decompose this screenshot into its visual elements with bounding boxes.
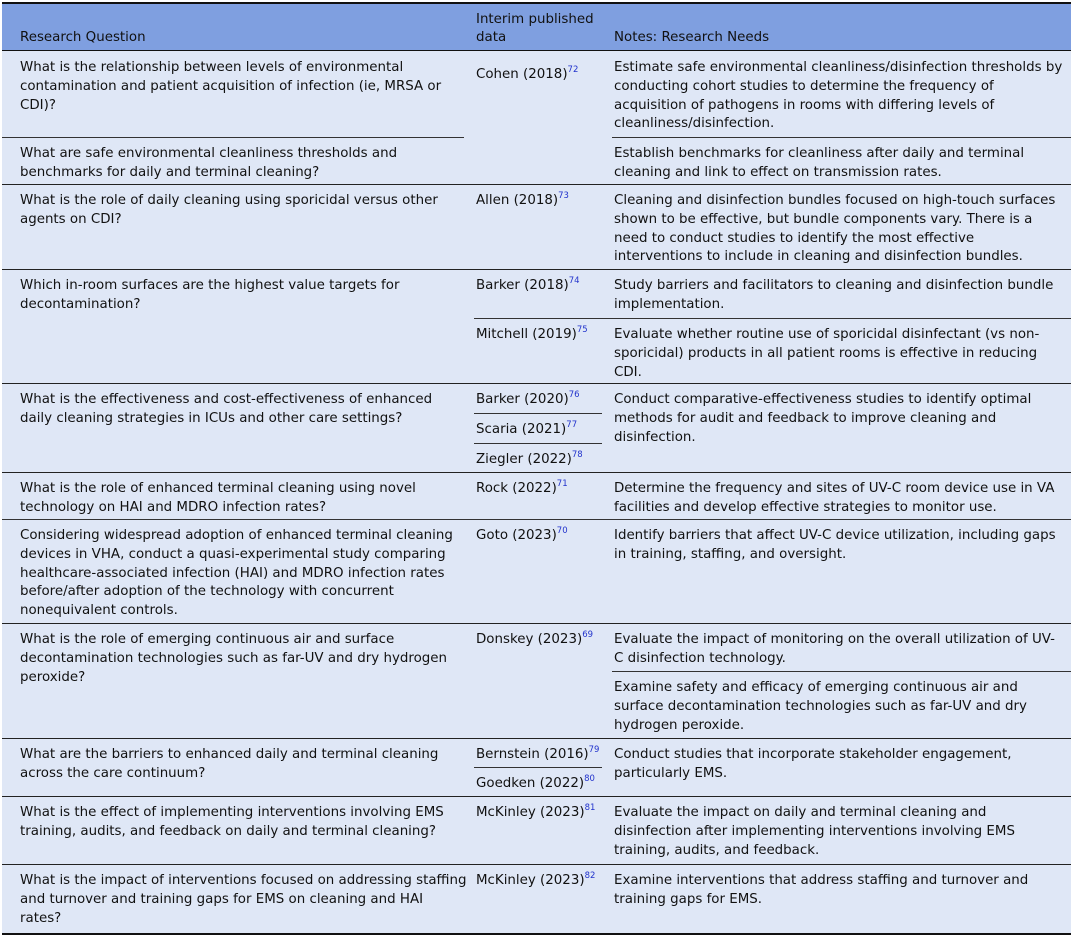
table-bottom-rule [2, 933, 1071, 935]
note-cell: Conduct comparative-effectiveness studies to identify optimal methods for audit and feedback to improve cleaning and disinfection. [614, 392, 1032, 445]
citation: Rock $(2022)^{71}$ [476, 479, 568, 496]
table-header [2, 2, 1071, 51]
note-cell: Evaluate the impact of monitoring on the overall utilization of UV-C disinfection technology. [614, 632, 1055, 666]
row-divider [2, 137, 464, 138]
row-divider [2, 519, 1071, 520]
reference-link[interactable]: 72 [567, 65, 579, 75]
row-divider [2, 184, 1071, 185]
note-cell: Evaluate the impact on daily and terminal cleaning and disinfection after implementing interventions involving EMS training, audits, and feedback. [614, 805, 1015, 858]
row-divider [2, 623, 1071, 624]
question-cell: What is the relationship between levels of environmental contamination and patient acquisition of infection (ie, MRSA or CDI)? [20, 60, 442, 113]
citation: Ziegler $(2022)^{78}$ [476, 450, 583, 467]
question-cell: What is the role of enhanced terminal cleaning using novel technology on HAI and MDRO infection rates? [20, 481, 416, 515]
citation: Goedken $(2022)^{80}$ [476, 774, 595, 791]
citation: Bernstein $(2016)^{79}$ [476, 745, 600, 762]
row-divider [612, 137, 1071, 138]
reference-link[interactable]: 73 [558, 191, 569, 201]
row-divider [2, 269, 1071, 270]
row-divider [474, 767, 602, 768]
reference-link[interactable]: 76 [568, 390, 580, 400]
reference-link[interactable]: 71 [556, 479, 568, 489]
citation: Barker $(2018)^{74}$ [476, 276, 580, 293]
reference-link[interactable]: 81 [584, 803, 596, 813]
reference-link[interactable]: 79 [588, 745, 600, 755]
reference-link[interactable]: 82 [584, 871, 596, 881]
citation: Allen $(2018)^{73}$ [476, 191, 569, 208]
row-divider [2, 796, 1071, 797]
question-cell: Which in-room surfaces are the highest value targets for decontamination? [20, 278, 400, 312]
citation: Goto $(2023)^{70}$ [476, 526, 568, 543]
note-cell: Examine interventions that address staffing and turnover and training gaps for EMS. [614, 873, 1029, 907]
header-research-question: Research Question [20, 30, 146, 45]
question-cell: What are the barriers to enhanced daily and terminal cleaning across the care continuum? [20, 747, 439, 781]
citation: Cohen $(2018)^{72}$ [476, 65, 579, 82]
row-divider [612, 671, 1071, 672]
reference-link[interactable]: 77 [566, 420, 578, 430]
note-cell: Examine safety and efficacy of emerging continuous air and surface decontamination technologies such as far-UV and dry hydrogen peroxide. [614, 680, 1027, 733]
citation: McKinley $(2023)^{81}$ [476, 803, 596, 820]
row-divider [2, 864, 1071, 865]
note-cell: Identify barriers that affect UV-C device utilization, including gaps in training, staffing, and oversight. [614, 528, 1056, 562]
note-cell: Establish benchmarks for cleanliness after daily and terminal cleaning and link to effect on transmission rates. [614, 146, 1025, 180]
row-divider [474, 443, 602, 444]
question-cell: Considering widespread adoption of enhanced terminal cleaning devices in VHA, conduct a quasi-experimental study comparing healthcare-associated infection (HAI) and MDRO infection rates before/after adoption of the technology with concurrent nonequivalent controls. [20, 528, 453, 619]
note-cell: Determine the frequency and sites of UV-C room device use in VA facilities and develop effective strategies to monitor use. [614, 481, 1055, 515]
question-cell: What are safe environmental cleanliness thresholds and benchmarks for daily and terminal cleaning? [20, 146, 398, 180]
reference-link[interactable]: 75 [576, 325, 588, 335]
row-divider [474, 318, 1071, 319]
row-divider [2, 383, 1071, 384]
note-cell: Cleaning and disinfection bundles focused on high-touch surfaces shown to be effective, but bundle components vary. There is a need to conduct studies to identify the most effective interventions to include in cleaning and disinfection bundles. [614, 193, 1056, 265]
reference-link[interactable]: 80 [584, 774, 595, 784]
row-divider [2, 472, 1071, 473]
row-divider [474, 413, 602, 414]
citation: Scaria $(2021)^{77}$ [476, 420, 578, 437]
note-cell: Evaluate whether routine use of sporicidal disinfectant (vs non-sporicidal) products in all patient rooms is effective in reducing CDI. [614, 327, 1040, 380]
question-cell: What is the impact of interventions focused on addressing staffing and turnover and training gaps for EMS on cleaning and HAI rates? [20, 873, 467, 926]
question-cell: What is the role of daily cleaning using sporicidal versus other agents on CDI? [20, 193, 438, 227]
question-cell: What is the effect of implementing interventions involving EMS training, audits, and feedback on daily and terminal cleaning? [20, 805, 444, 839]
question-cell: What is the effectiveness and cost-effectiveness of enhanced daily cleaning strategies in ICUs and other care settings? [20, 392, 433, 426]
citation: McKinley $(2023)^{82}$ [476, 871, 596, 888]
citation: Mitchell $(2019)^{75}$ [476, 325, 588, 342]
note-cell: Estimate safe environmental cleanliness/disinfection thresholds by conducting cohort studies to determine the frequency of acquisition of pathogens in rooms with differing levels of cleanliness/disinfection. [614, 60, 1063, 132]
note-cell: Conduct studies that incorporate stakeholder engagement, particularly EMS. [614, 747, 1012, 781]
citation: Barker $(2020)^{76}$ [476, 390, 580, 407]
row-divider [2, 738, 1071, 739]
header-interim-published-data: Interim published data [476, 12, 594, 45]
citation: Donskey $(2023)^{69}$ [476, 630, 594, 647]
question-cell: What is the role of emerging continuous air and surface decontamination technologies such as far-UV and dry hydrogen peroxide? [20, 632, 448, 685]
reference-link[interactable]: 78 [571, 450, 583, 460]
note-cell: Study barriers and facilitators to cleaning and disinfection bundle implementation. [614, 278, 1054, 312]
reference-link[interactable]: 70 [556, 526, 568, 536]
reference-link[interactable]: 69 [582, 630, 594, 640]
research-needs-table [2, 2, 1071, 935]
header-notes-research-needs: Notes: Research Needs [614, 30, 770, 45]
reference-link[interactable]: 74 [568, 276, 580, 286]
